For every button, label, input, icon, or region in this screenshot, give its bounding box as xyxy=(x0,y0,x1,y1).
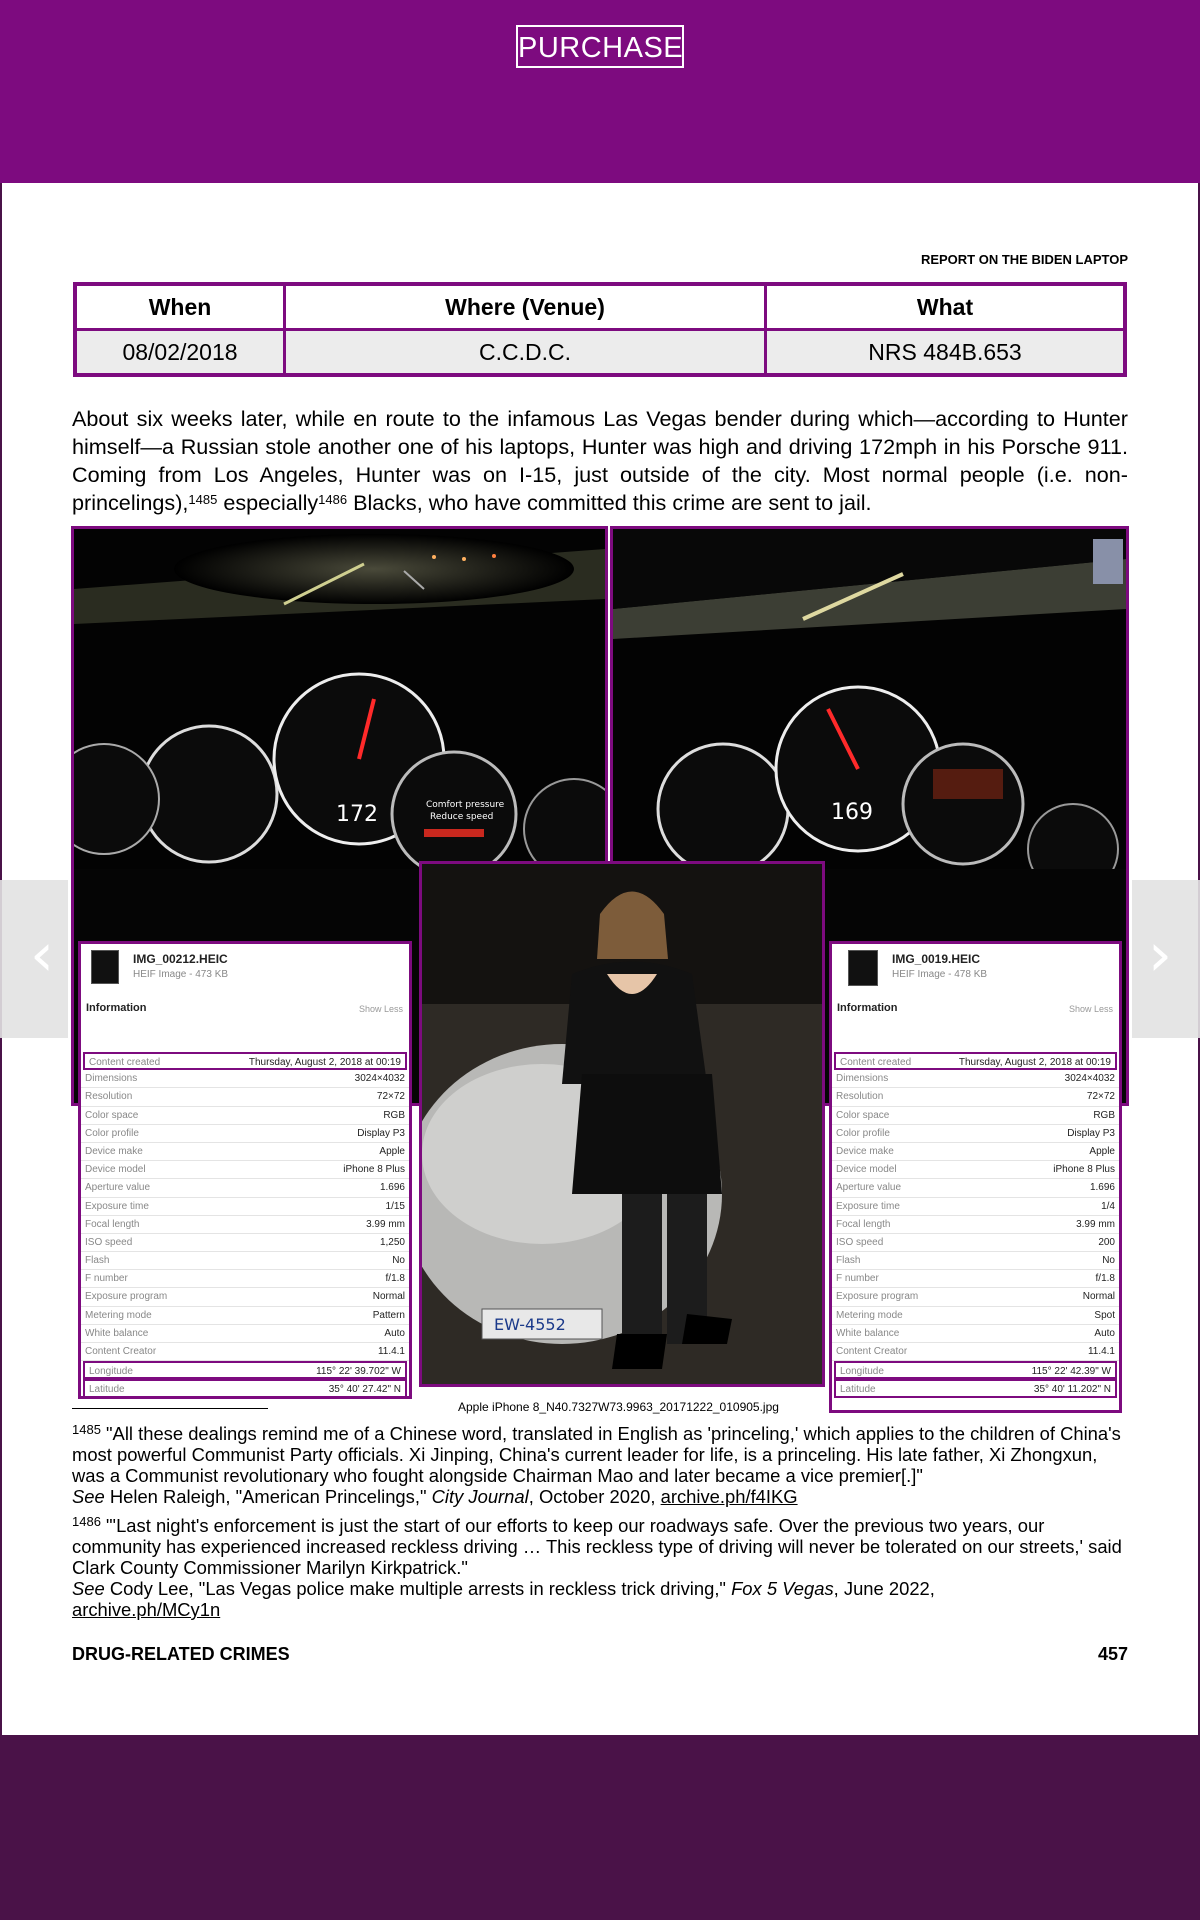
archive-link[interactable]: archive.ph/MCy1n xyxy=(72,1599,221,1620)
metadata-value: Display P3 xyxy=(357,1127,405,1139)
metadata-key: Exposure program xyxy=(836,1291,919,1303)
metadata-value: No xyxy=(392,1255,405,1267)
footnote-1485 xyxy=(72,1423,1128,1507)
metadata-row xyxy=(81,1343,409,1361)
metadata-value: 115° 22' 39.702" W xyxy=(316,1366,401,1378)
citation-text: , October 2020, xyxy=(528,1486,661,1507)
metadata-row xyxy=(81,1325,409,1343)
citation-text: Cody Lee, "Las Vegas police make multiple arrests in reckless trick driving," xyxy=(104,1578,732,1599)
citation-text: , June 2022, xyxy=(833,1578,935,1599)
metadata-key: Focal length xyxy=(836,1218,891,1230)
metadata-key: Latitude xyxy=(89,1384,125,1396)
metadata-row xyxy=(832,1234,1119,1252)
thumbnail-icon xyxy=(848,950,878,986)
file-name: IMG_00212.HEIC xyxy=(133,952,228,966)
metadata-value: f/1.8 xyxy=(385,1273,405,1285)
metadata-row xyxy=(832,1088,1119,1106)
metadata-rows xyxy=(81,1052,409,1398)
metadata-row xyxy=(81,1216,409,1234)
thumbnail-icon xyxy=(91,950,119,984)
warning-text: Comfort pressure xyxy=(426,800,505,810)
metadata-key: ISO speed xyxy=(836,1236,884,1248)
metadata-value: 11.4.1 xyxy=(377,1346,405,1357)
metadata-row xyxy=(81,1234,409,1252)
metadata-row xyxy=(83,1379,407,1397)
metadata-key: Device make xyxy=(836,1145,894,1157)
speed-readout: 172 xyxy=(336,802,378,827)
metadata-key: Color profile xyxy=(85,1127,139,1139)
metadata-panel-right xyxy=(829,941,1122,1413)
metadata-value: Normal xyxy=(372,1291,405,1303)
metadata-row xyxy=(834,1379,1117,1397)
table-cell: 08/02/2018 xyxy=(75,330,285,376)
metadata-key: Metering mode xyxy=(85,1309,152,1321)
metadata-row xyxy=(834,1052,1117,1070)
metadata-value: Apple xyxy=(1089,1145,1115,1157)
metadata-row xyxy=(832,1343,1119,1361)
metadata-value: Pattern xyxy=(372,1309,405,1321)
metadata-key: Content Creator xyxy=(836,1346,908,1357)
metadata-row xyxy=(832,1325,1119,1343)
metadata-key: Metering mode xyxy=(836,1309,903,1321)
metadata-key: Exposure program xyxy=(85,1291,168,1303)
footnote-ref[interactable]: 1485 xyxy=(188,492,218,507)
footnote-text: "'Last night's enforcement is just the start of our efforts to keep our roadways safe. Over the previous two years, our community has experienced increased reckless driving … This reckless type of driving will never be tolerated on our streets,' said Clark County Commissioner Marilyn Kirkpatrick." xyxy=(72,1515,1122,1578)
porsche-photo xyxy=(419,861,825,1387)
metadata-value: Thursday, August 2, 2018 at 00:19 xyxy=(958,1057,1111,1068)
footnote-number: 1485 xyxy=(72,1422,101,1437)
metadata-key: Resolution xyxy=(836,1091,884,1103)
metadata-key: Resolution xyxy=(85,1091,133,1103)
metadata-row xyxy=(832,1216,1119,1234)
metadata-value: 35° 40' 11.202" N xyxy=(1033,1384,1111,1396)
metadata-row xyxy=(81,1270,409,1288)
metadata-value: RGB xyxy=(383,1109,405,1121)
metadata-key: Device model xyxy=(85,1164,146,1176)
metadata-key: Longitude xyxy=(840,1366,884,1378)
metadata-key: Focal length xyxy=(85,1218,140,1230)
metadata-value: 1.696 xyxy=(1089,1182,1115,1194)
footnote-ref[interactable]: 1486 xyxy=(318,492,348,507)
metadata-value: 1/15 xyxy=(385,1200,405,1212)
metadata-row xyxy=(81,1143,409,1161)
license-plate: EW-4552 xyxy=(494,1315,566,1334)
see-label: See xyxy=(72,1578,105,1599)
file-name: IMG_0019.HEIC xyxy=(892,952,981,966)
paragraph-text: About six weeks later, while en route to the infamous Las Vegas bender during which—according to Hunter himself—a Russian stole another one of his laptops, Hunter was high and driving 172mph in his Porsche 911. Coming from Los Angeles, Hunter was on I-15, just outside of the city. Most normal people (i.e. non-princelings), xyxy=(72,406,1128,515)
chevron-right-icon[interactable]: › xyxy=(1148,920,1172,990)
show-less-link[interactable]: Show Less xyxy=(358,1004,403,1014)
information-heading: Information xyxy=(837,1002,898,1014)
metadata-value: 3.99 mm xyxy=(1076,1218,1115,1230)
metadata-row xyxy=(832,1307,1119,1325)
page-number: 457 xyxy=(1097,1644,1128,1664)
metadata-key: Color profile xyxy=(836,1127,890,1139)
metadata-value: Auto xyxy=(384,1327,405,1339)
metadata-key: ISO speed xyxy=(85,1236,133,1248)
metadata-row xyxy=(81,1179,409,1197)
metadata-rows xyxy=(832,1052,1119,1398)
archive-link[interactable]: archive.ph/f4IKG xyxy=(660,1486,798,1507)
metadata-value: 115° 22' 42.39" W xyxy=(1031,1366,1111,1378)
see-label: See xyxy=(72,1486,105,1507)
metadata-key: White balance xyxy=(85,1327,149,1339)
file-info: HEIF Image - 478 KB xyxy=(892,969,988,980)
metadata-value: 3.99 mm xyxy=(366,1218,405,1230)
metadata-key: Flash xyxy=(836,1255,861,1267)
metadata-value: 72×72 xyxy=(1086,1091,1115,1103)
metadata-row xyxy=(81,1125,409,1143)
purchase-button[interactable]: PURCHASE xyxy=(516,25,684,68)
chevron-left-icon[interactable]: ‹ xyxy=(30,920,54,990)
section-footer: DRUG-RELATED CRIMES xyxy=(72,1644,290,1664)
metadata-row xyxy=(83,1361,407,1379)
table-cell: C.C.D.C. xyxy=(285,330,766,376)
table-header-row xyxy=(75,284,1125,330)
metadata-value: Display P3 xyxy=(1067,1127,1115,1139)
metadata-value: Thursday, August 2, 2018 at 00:19 xyxy=(248,1057,401,1068)
metadata-key: F number xyxy=(85,1273,128,1285)
metadata-value: No xyxy=(1102,1255,1115,1267)
information-heading: Information xyxy=(86,1002,147,1014)
metadata-value: f/1.8 xyxy=(1095,1273,1115,1285)
metadata-row xyxy=(81,1307,409,1325)
metadata-row xyxy=(832,1252,1119,1270)
metadata-key: Device model xyxy=(836,1164,897,1176)
table-header: When xyxy=(75,284,285,330)
metadata-row xyxy=(832,1161,1119,1179)
footnote-text: "All these dealings remind me of a Chinese word, translated in English as 'princeling,' which applies to the children of China's most powerful Communist Party officials. Xi Jinping, China's current leader for life, is a princeling. His late father, Xi Zhongxun, was a Communist revolutionary who fought alongside Chairman Mao and later became a vice premier[.]" xyxy=(72,1423,1121,1486)
metadata-row xyxy=(81,1198,409,1216)
table-header: Where (Venue) xyxy=(285,284,766,330)
publication: City Journal xyxy=(431,1486,529,1507)
metadata-row xyxy=(832,1179,1119,1197)
photo-caption: Apple iPhone 8_N40.7327W73.9963_20171222_010905.jpg xyxy=(458,1400,779,1414)
table-header: What xyxy=(766,284,1126,330)
metadata-key: Exposure time xyxy=(836,1200,900,1212)
publication: Fox 5 Vegas xyxy=(731,1578,834,1599)
file-info: HEIF Image - 473 KB xyxy=(133,969,229,980)
metadata-row xyxy=(832,1143,1119,1161)
offense-table xyxy=(73,282,1127,377)
metadata-key: Exposure time xyxy=(85,1200,149,1212)
footnote-divider xyxy=(72,1408,268,1409)
metadata-value: 11.4.1 xyxy=(1087,1346,1115,1357)
metadata-key: White balance xyxy=(836,1327,900,1339)
metadata-key: Content Creator xyxy=(85,1346,157,1357)
metadata-value: 3024×4032 xyxy=(1064,1073,1115,1085)
metadata-row xyxy=(81,1252,409,1270)
speed-readout: 169 xyxy=(831,800,873,825)
metadata-key: Content created xyxy=(89,1057,161,1068)
metadata-value: Normal xyxy=(1082,1291,1115,1303)
metadata-row xyxy=(81,1161,409,1179)
metadata-row xyxy=(832,1125,1119,1143)
metadata-row xyxy=(83,1052,407,1070)
metadata-value: Spot xyxy=(1094,1309,1115,1321)
warning-text: Reduce speed xyxy=(430,812,494,822)
metadata-value: 72×72 xyxy=(376,1091,405,1103)
table-row xyxy=(75,330,1125,376)
metadata-key: Color space xyxy=(85,1109,139,1121)
bottom-bar xyxy=(0,1735,1200,1920)
metadata-key: Dimensions xyxy=(85,1073,138,1085)
metadata-value: 3024×4032 xyxy=(354,1073,405,1085)
top-bar xyxy=(0,0,1200,183)
metadata-value: Auto xyxy=(1094,1327,1115,1339)
table-cell: NRS 484B.653 xyxy=(766,330,1126,376)
running-header: REPORT ON THE BIDEN LAPTOP xyxy=(920,252,1128,267)
metadata-key: Flash xyxy=(85,1255,110,1267)
metadata-value: 1/4 xyxy=(1101,1200,1115,1212)
body-paragraph xyxy=(72,405,1128,517)
metadata-key: Content created xyxy=(840,1057,912,1068)
metadata-row xyxy=(81,1088,409,1106)
metadata-key: Color space xyxy=(836,1109,890,1121)
footnote-number: 1486 xyxy=(72,1514,101,1529)
metadata-value: 35° 40' 27.42" N xyxy=(328,1384,401,1396)
footnote-1486 xyxy=(72,1515,1128,1620)
paragraph-text: especially xyxy=(217,490,319,515)
metadata-key: Aperture value xyxy=(836,1182,902,1194)
metadata-row xyxy=(832,1198,1119,1216)
metadata-key: Latitude xyxy=(840,1384,876,1396)
metadata-row xyxy=(832,1070,1119,1088)
metadata-row xyxy=(81,1107,409,1125)
metadata-value: 1,250 xyxy=(379,1236,405,1248)
paragraph-text: Blacks, who have committed this crime are sent to jail. xyxy=(347,490,872,515)
metadata-value: iPhone 8 Plus xyxy=(1053,1164,1115,1176)
metadata-key: Dimensions xyxy=(836,1073,889,1085)
metadata-key: Aperture value xyxy=(85,1182,151,1194)
metadata-key: Longitude xyxy=(89,1366,133,1378)
metadata-value: Apple xyxy=(379,1145,405,1157)
metadata-key: F number xyxy=(836,1273,879,1285)
metadata-key: Device make xyxy=(85,1145,143,1157)
metadata-row xyxy=(832,1107,1119,1125)
metadata-row xyxy=(81,1070,409,1088)
metadata-row xyxy=(832,1270,1119,1288)
metadata-value: RGB xyxy=(1093,1109,1115,1121)
metadata-value: iPhone 8 Plus xyxy=(343,1164,405,1176)
metadata-row xyxy=(81,1288,409,1306)
citation-text: Helen Raleigh, "American Princelings," xyxy=(104,1486,432,1507)
metadata-value: 200 xyxy=(1098,1236,1115,1248)
metadata-row xyxy=(832,1288,1119,1306)
show-less-link[interactable]: Show Less xyxy=(1068,1004,1113,1014)
metadata-panel-left xyxy=(78,941,412,1399)
metadata-row xyxy=(834,1361,1117,1379)
metadata-value: 1.696 xyxy=(379,1182,405,1194)
